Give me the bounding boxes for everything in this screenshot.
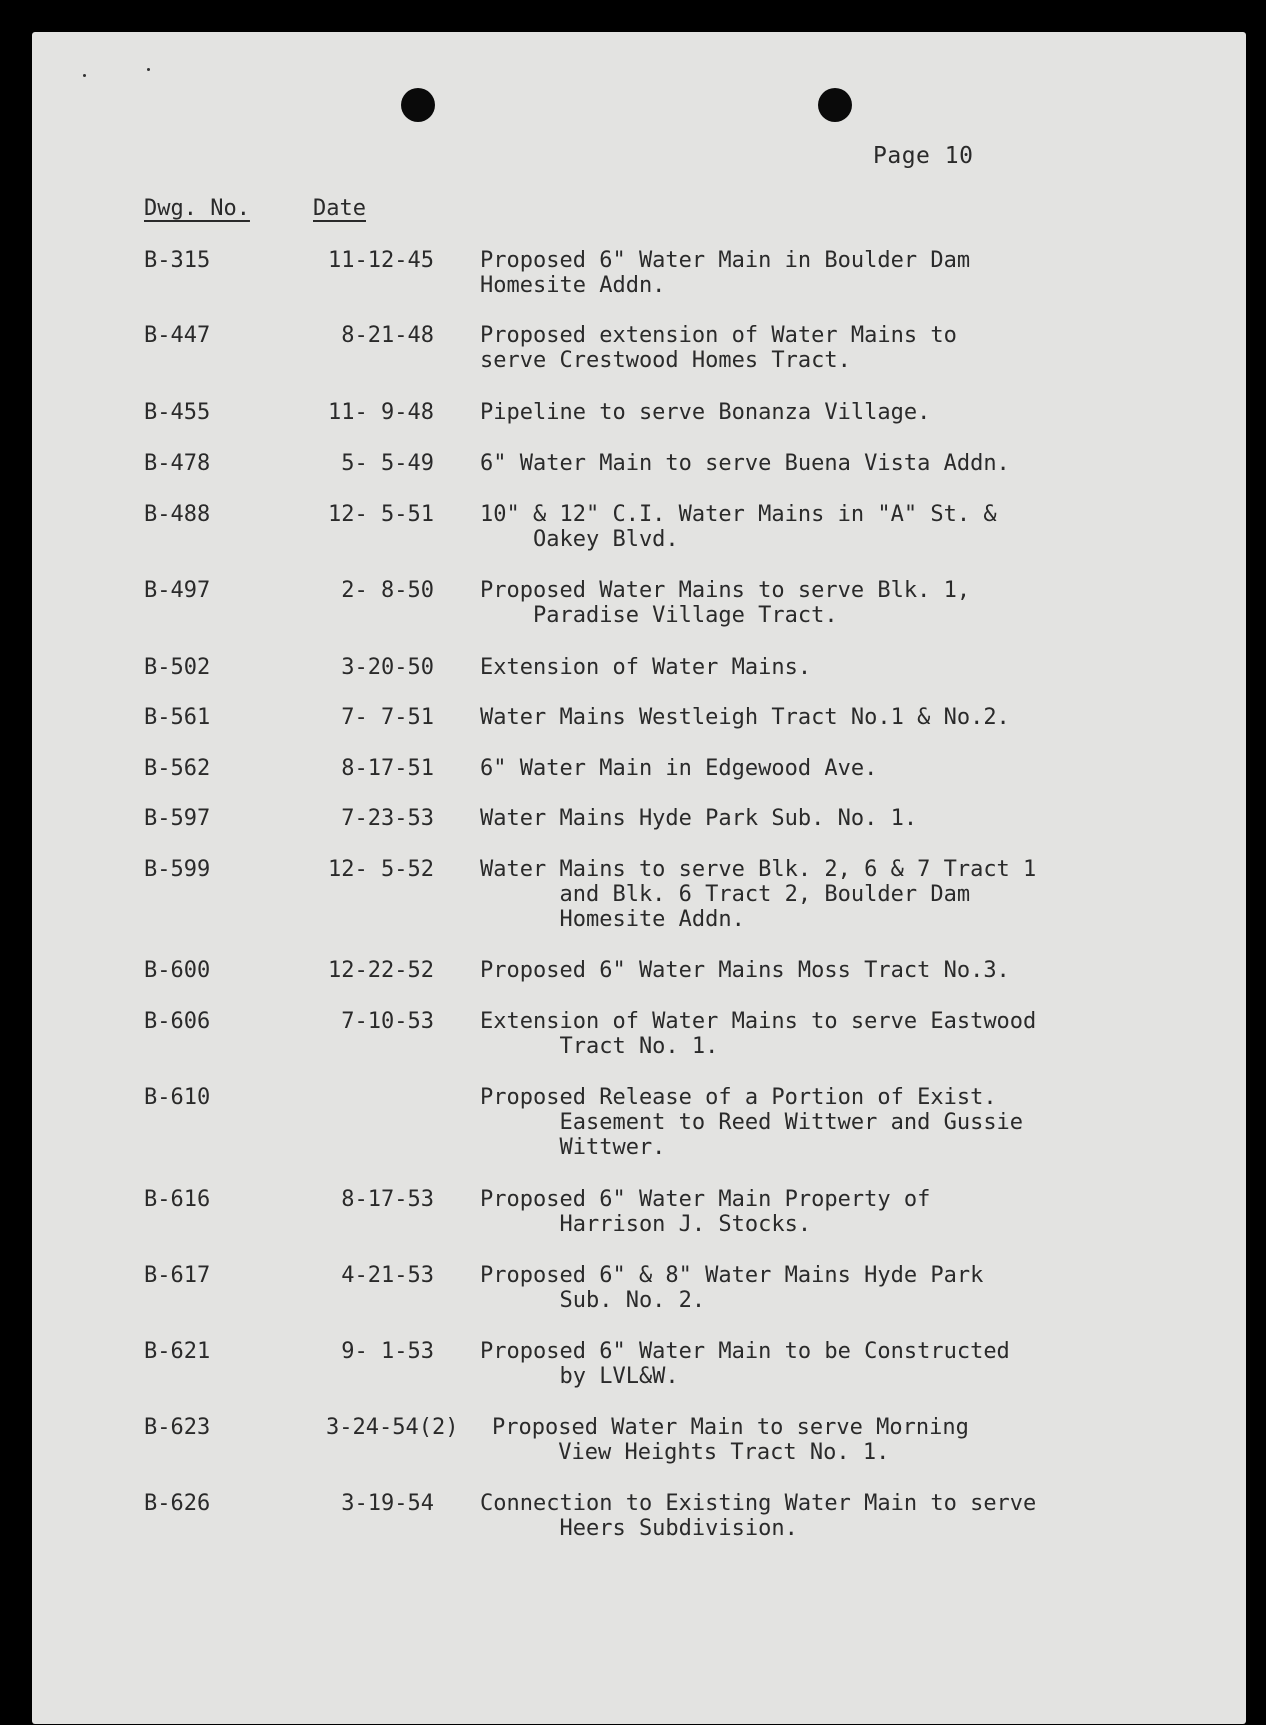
description-line: Proposed Release of a Portion of Exist.: [480, 1085, 997, 1110]
punch-hole-right: [818, 88, 852, 122]
drawing-number: B-606: [144, 1009, 211, 1034]
drawing-date: 7-23-53: [341, 806, 434, 831]
drawing-date: 11-12-45: [328, 248, 434, 273]
drawing-description: [480, 857, 1036, 932]
description-line: Water Mains to serve Blk. 2, 6 & 7 Tract 1: [480, 857, 1037, 882]
drawing-date: 5- 5-49: [341, 451, 434, 476]
drawing-description: [480, 756, 877, 781]
drawing-description: [480, 655, 811, 680]
drawing-description: [480, 806, 917, 831]
description-line: and Blk. 6 Tract 2, Boulder Dam: [480, 882, 971, 907]
drawing-date: 12- 5-51: [328, 502, 434, 527]
drawing-number: B-621: [144, 1339, 211, 1364]
drawing-number: B-626: [144, 1491, 211, 1516]
drawing-description: [480, 502, 997, 552]
description-line: Connection to Existing Water Main to serve: [480, 1491, 1037, 1516]
drawing-date: 2- 8-50: [341, 578, 434, 603]
drawing-date: 8-21-48: [341, 323, 434, 348]
drawing-number: B-610: [144, 1085, 211, 1110]
drawing-description: [492, 1415, 969, 1465]
drawing-number: B-455: [144, 400, 211, 425]
drawing-description: [480, 1187, 930, 1237]
description-line: Proposed 6" Water Main to be Constructed: [480, 1339, 1010, 1364]
description-line: Easement to Reed Wittwer and Gussie: [480, 1110, 1024, 1135]
description-line: 6" Water Main in Edgewood Ave.: [480, 756, 878, 781]
drawing-number: B-617: [144, 1263, 211, 1288]
drawing-number: B-597: [144, 806, 211, 831]
drawing-description: [480, 400, 930, 425]
description-line: Proposed Water Mains to serve Blk. 1,: [480, 578, 971, 603]
description-line: Harrison J. Stocks.: [480, 1212, 812, 1237]
drawing-description: [480, 451, 1010, 476]
description-line: 6" Water Main to serve Buena Vista Addn.: [480, 451, 1010, 476]
description-line: View Heights Tract No. 1.: [492, 1440, 890, 1465]
description-line: Water Mains Hyde Park Sub. No. 1.: [480, 806, 918, 831]
drawing-description: [480, 1339, 1010, 1389]
punch-hole-left: [401, 88, 435, 122]
description-line: Proposed 6" & 8" Water Mains Hyde Park: [480, 1263, 984, 1288]
description-line: Water Mains Westleigh Tract No.1 & No.2.: [480, 705, 1010, 730]
drawing-description: [480, 578, 970, 628]
drawing-date: 12-22-52: [328, 958, 434, 983]
header-date: Date: [313, 196, 366, 221]
drawing-description: [480, 323, 957, 373]
paper-speck: [147, 68, 150, 71]
drawing-description: [480, 958, 1010, 983]
drawing-description: [480, 248, 970, 298]
drawing-number: B-478: [144, 451, 211, 476]
description-line: Proposed 6" Water Main in Boulder Dam: [480, 248, 971, 273]
drawing-number: B-562: [144, 756, 211, 781]
drawing-number: B-315: [144, 248, 211, 273]
header-dwg-no: Dwg. No.: [144, 196, 250, 221]
drawing-description: [480, 1085, 1023, 1160]
drawing-number: B-616: [144, 1187, 211, 1212]
drawing-number: B-447: [144, 323, 211, 348]
drawing-description: [480, 1009, 1036, 1059]
description-line: Oakey Blvd.: [480, 527, 679, 552]
drawing-number: B-502: [144, 655, 211, 680]
drawing-number: B-561: [144, 705, 211, 730]
description-line: Proposed 6" Water Mains Moss Tract No.3.: [480, 958, 1010, 983]
drawing-date: 8-17-51: [341, 756, 434, 781]
drawing-description: [480, 1491, 1036, 1541]
drawing-date: 4-21-53: [341, 1263, 434, 1288]
paper-speck: [83, 74, 86, 77]
drawing-date: 11- 9-48: [328, 400, 434, 425]
drawing-date: 12- 5-52: [328, 857, 434, 882]
drawing-date: 3-19-54: [341, 1491, 434, 1516]
drawing-date: 3-20-50: [341, 655, 434, 680]
drawing-number: B-599: [144, 857, 211, 882]
drawing-number: B-497: [144, 578, 211, 603]
drawing-number: B-623: [144, 1415, 211, 1440]
description-line: serve Crestwood Homes Tract.: [480, 348, 851, 373]
description-line: Proposed 6" Water Main Property of: [480, 1187, 931, 1212]
page-number: Page 10: [873, 143, 974, 169]
drawing-date: 7- 7-51: [341, 705, 434, 730]
description-line: Homesite Addn.: [480, 907, 745, 932]
description-line: Extension of Water Mains to serve Eastwood: [480, 1009, 1037, 1034]
description-line: Paradise Village Tract.: [480, 603, 838, 628]
drawing-number: B-600: [144, 958, 211, 983]
drawing-description: [480, 705, 1010, 730]
description-line: by LVL&W.: [480, 1364, 679, 1389]
description-line: Sub. No. 2.: [480, 1288, 706, 1313]
description-line: Proposed extension of Water Mains to: [480, 323, 957, 348]
description-line: Heers Subdivision.: [480, 1516, 798, 1541]
drawing-date: 8-17-53: [341, 1187, 434, 1212]
drawing-description: [480, 1263, 983, 1313]
drawing-number: B-488: [144, 502, 211, 527]
drawing-date: 3-24-54(2): [326, 1415, 459, 1440]
description-line: Wittwer.: [480, 1135, 666, 1160]
description-line: Extension of Water Mains.: [480, 655, 812, 680]
description-line: Homesite Addn.: [480, 273, 666, 298]
description-line: 10" & 12" C.I. Water Mains in "A" St. &: [480, 502, 997, 527]
drawing-date: 9- 1-53: [341, 1339, 434, 1364]
drawing-date: 7-10-53: [341, 1009, 434, 1034]
description-line: Tract No. 1.: [480, 1034, 719, 1059]
description-line: Proposed Water Main to serve Morning: [492, 1415, 969, 1440]
description-line: Pipeline to serve Bonanza Village.: [480, 400, 931, 425]
